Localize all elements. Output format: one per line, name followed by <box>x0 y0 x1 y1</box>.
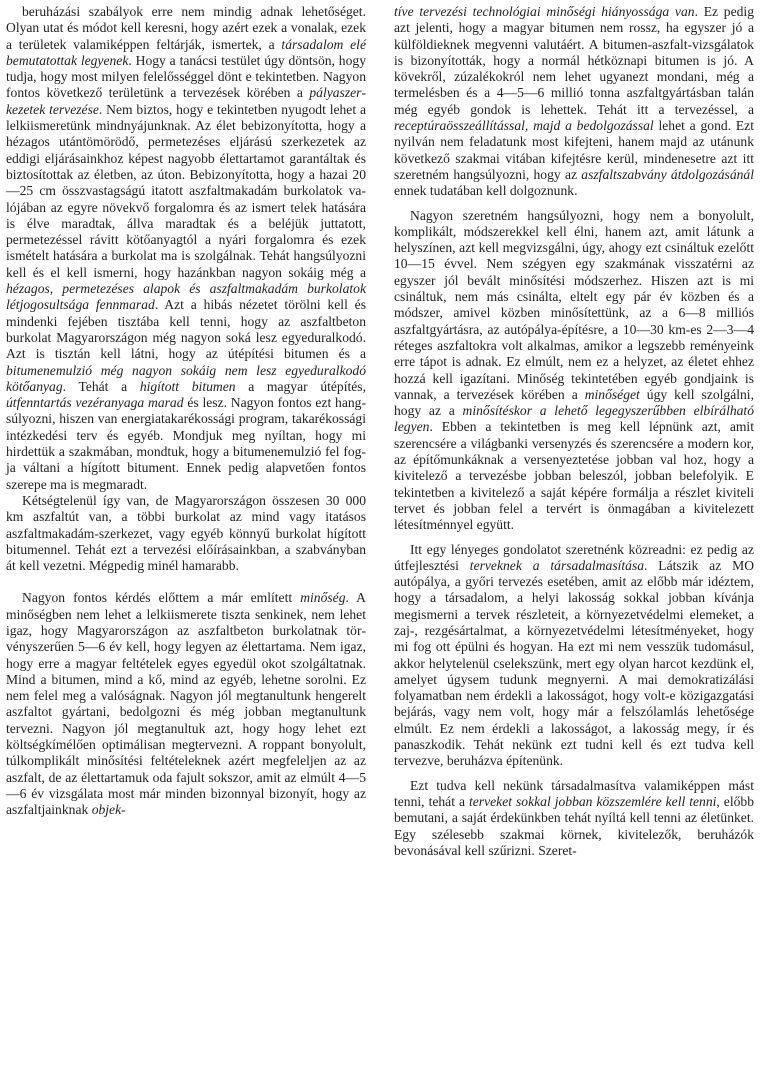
text-run: . Ebben a tekintetben is meg kell lépnünk azt, amit szerencsére a világbanki versenyzés és szerencsére a modern kor, az építőmunkáknak a versenyeztetése jobban val hoz, hogy a kivitelező a tervezésbe jobban beleszól, jobban belefolyik. E tekintetben a kivitelező a saját képére formálja a részlet kiviteli tervet és jobban felel a tervért is önmagában a kivitelezett létesítménnyel együtt. <box>394 419 754 533</box>
emphasized-text: terveket sokkal jobban közszemlére kell tenni <box>469 793 717 809</box>
text-run: Nagyon fontos kérdés előttem a már említett <box>22 590 301 606</box>
text-run: . Hogy a tanácsi testület úgy döntsön, hogy tudja, hogy most milyen felelősséggel dönt e tekintetben. Nagyon fontos következő területünk a tervezések körében a <box>6 52 366 101</box>
paragraph <box>394 4 754 200</box>
paragraph <box>6 590 366 818</box>
emphasized-text: terveknek a társadalmasítása <box>469 557 645 573</box>
text-run: és lesz. Nagyon fontos ezt hangsúlyozni, hiszen van energiatakarékossági program, takarékossági intézkedési terv és egyéb. Mondjuk meg nyíltan, hogy mi hirdettük a szakmában, mondtuk, hogy a bitumenemulzió fel fogja váltani a hígított bitument. Ennek pedig alapvetően fontos szerepe ma is megmaradt. <box>6 395 366 492</box>
text-run: . A minőségben nem lehet a lelkiismerete tiszta senkinek, nem lehet igaz, hogy Magyarországon az aszfaltbeton burkolatnak törvényszerűen 5—6 év kell, hogy legyen az élettartama. Nem igaz, hogy erre a magyar feltételek egyes egyedül okot szolgáltatnak. Mind a bitumen, mind a kő, mind az egyéb, lehetne sorolni. Ez nem felel meg a valóságnak. Nagyon jól megtanultunk hengerelt aszfaltot gyártani, bedolgozni és még jobban megtanultunk tervezni. Nagyon jól megtanultuk azt, hogy hogy lehet ezt költségkímélően optimálisan megtervezni. A roppant bonyolult, túlkomplikált minősítési feltételeknek azért megfeleljen az az aszfalt, de az élettartamuk oda fajult sokszor, amit az elmúlt 4—5—6 év vizsgálata most már minden bizonnyal bizonyít, hogy az aszfaltjainknak <box>6 590 366 818</box>
emphasized-text: pályaszerkezetek tervezése <box>6 85 366 117</box>
text-run: . Ez pedig azt jelenti, hogy a magyar bitumen nem rossz, ha egyszer jó a külföldieknek megvenni valutáért. A bitumen-aszfalt-vizsgálatok is bizonyították, hogy a normál hétköznapi bitumen is jó. A kövekről, zúzalékokról nem lehet ugyanezt mondani, még a termelésben és a 4—5—6 millió tonna aszfaltgyártásban talán még egyéb gondok is lehettek. Tehát itt a tervezéssel, a <box>394 4 754 117</box>
emphasized-text: társadalom elé bemutatottak legyenek <box>6 36 366 68</box>
text-run: . Látszik az MO autópálya, a győri tervezés esetében, amit az előbb már idéztem, hogy a társadalom, a helyi lakosság sokkal jobban kívánja megismerni a tervek részleteit, a környezetvédelmi elemeket, a zaj-, rezgésártalmat, a környezetvédelmi létesítményeket, hogy mi fog ott épülni és hogyan. Ha ezt mi nem vesszük tudomásul, akkor helytelenül cselekszünk, mert egy olyan harcot kezdünk el, amelyet úgysem tudunk megnyerni. A mai demokratizálási folyamatban nem érdekli a lakosságot, hogy volt-e közigazgatási bejárás, vagy nem volt, hogy már a felszólamlás lehetősége elmúlt. Ez nem érdekli a lakosságot, a lakosság megy, ír és panaszkodik. Tehát nekünk ezt tudni kell és ezt tudva kell tervezve, beruházva építenünk. <box>394 557 755 769</box>
paragraph <box>394 542 754 770</box>
paragraph <box>394 778 754 859</box>
text-run: . Nem biztos, hogy e tekintetben nyugodt lehet a lelkiismeretünk mindnyájunknak. Az élet bebizonyította, hogy a hézagos utántömörödő, permetezéses eljárású szerkezetek az eddigi eljárásainkhoz képest nagyobb élettartamot garantáltak és biztosítottak az életben, az úton. Bebizonyította, hogy a hazai 20—25 cm összvastagságú itatott aszfaltmakadám burkolatok valójában az egyre növekvő forgalomra és az ismert telek hatására is élve maradtak, állva maradtak és a beléjük juttatott, permetezéssel rávitt kötőanyagtól a nyári forgalomra és ezek ismételt hatására a burkolat ma is szolgálnak. Tehát hangsúlyozni kell és el kell ismerni, hogy hazánkban nagyon sokáig még a <box>6 101 366 280</box>
paragraph <box>6 493 366 574</box>
text-run: Kétségtelenül így van, de Magyarországon összesen 30 000 km aszfaltút van, a többi burkolat az mind vagy itatásos aszfaltmakadám-szerkezet, vagy egyéb könnyű burkolat hígított bitumennel. Tehát ezt a tervezési előírásainkban, a szabványban át kell vezetni. Mégpedig minél hamarabb. <box>6 492 366 574</box>
text-run: . Azt a hibás nézetet törölni kell és mindenki fejében tisztába kell tenni, hogy az aszfaltbeton burkolat Magyarországon még nagyon soká lesz egyeduralkodó. Azt is tisztán kell látni, hogy az útépítési bitumen és a <box>6 297 366 362</box>
emphasized-text: receptúraösszeállítással, majd a bedolgozással <box>394 118 654 134</box>
text-run: úgy kell szolgálni, hogy az a <box>394 386 754 419</box>
left-text-column <box>6 4 366 1070</box>
emphasized-text: minősítéskor a lehető legegyszerűbben elbírálható legyen <box>394 403 755 435</box>
emphasized-text: tíve tervezési technológiai minőségi hiányossága van <box>394 4 695 19</box>
emphasized-text: higított bitumen <box>139 378 236 394</box>
emphasized-text: objek- <box>91 802 126 818</box>
emphasized-text: aszfaltszabvány átdolgozásánál <box>581 166 754 182</box>
paragraph <box>6 4 366 493</box>
text-run: . Tehát a <box>62 378 140 394</box>
text-run: Ezt tudva kell nekünk társadalmasítva valamiképpen mást tenni, tehát a <box>394 777 754 809</box>
text-run: ennek tudatában kell dolgoznunk. <box>394 183 578 199</box>
paragraph <box>394 208 754 534</box>
emphasized-text: minőséget <box>584 386 640 402</box>
text-run: beruházási szabályok erre nem mindig adnak lehetőséget. Olyan utat és módot kell keresni, hogy azért ezek a vonalak, ezek a területek valamiképpen feltárják, ismertek, a <box>6 4 366 52</box>
text-run: Itt egy lényeges gondolatot szeretnénk közreadni: ez pedig az útfejlesztési <box>394 541 754 573</box>
emphasized-text: bitumenemulzió még nagyon sokáig nem lesz egyeduralkodó kötőanyag <box>6 362 366 394</box>
text-run: , előbb bemutani, a saját érdekünkben tehát nyíltá kell tenni az életünket. Egy szélesebb szakmai körnek, kivitelezők, beruházók bevonásával kell szűrizni. Szeret- <box>394 793 755 858</box>
text-run: lehet a gond. Ezt nyilván nem feladatunk most kifejteni, hanem majd az utánunk következő szakmai vitában kifejtésre kerül, mindenesetre azt itt szeretném hangsúlyozni, hogy az <box>394 118 754 182</box>
text-run: Nagyon szeretném hangsúlyozni, hogy nem a bonyolult, komplikált, módszerekkel kell élni, hanem azt, amit látunk a helyszínen, azt kell megvizsgálni, úgy, ahogy ezt csináltuk ezelőtt 10—15 évvel. Nem szégyen egy szakmának visszatérni az egyszer jól bevált minősítési módszerhez. Hiszen azt is mi csináltuk, nem más csinálta, eltelt egy pár év közben és a módszer, amivel közben minősítettünk, az a 6—8 milliós aszfaltgyártásra, az autópálya-építésre, a 10—30 km-es 2—3—4 réteges aszfaltokra volt alkalmas, amikor a legszebb reményeink erre tápot is adnak. Ez elmúlt, nem ez a helyzet, az életet ehhez hozzá kell igazítani. Minőség tekintetében egyéb gondjaink is vannak, a tervezések körében a <box>394 207 754 402</box>
right-text-column <box>394 4 754 1070</box>
emphasized-text: minőség <box>300 590 346 606</box>
emphasized-text: útfenntartás vezéranyaga marad <box>6 395 184 411</box>
text-run: a magyar útépítés, <box>235 378 367 394</box>
emphasized-text: hézagos, permetezéses alapok és aszfaltmakadám burkolatok létjogosultsága fennmarad <box>6 281 366 313</box>
